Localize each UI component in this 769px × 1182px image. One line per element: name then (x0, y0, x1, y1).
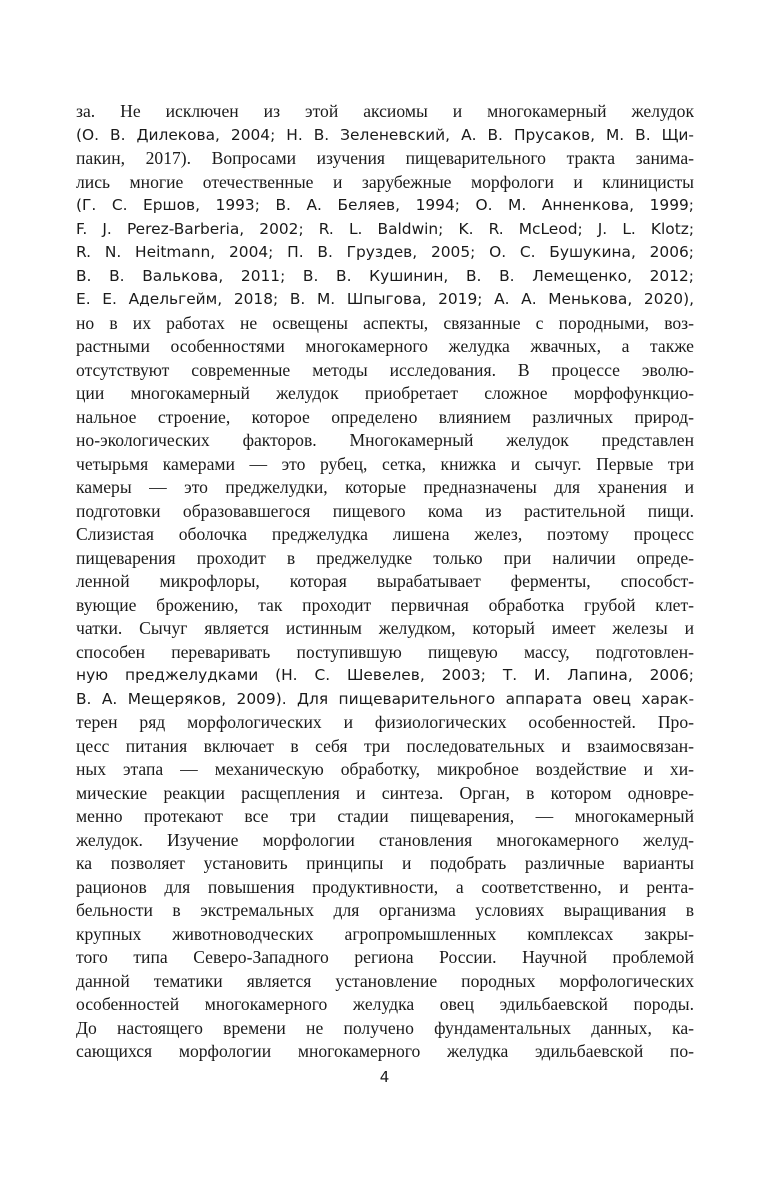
text-line: четырьмя камерами — это рубец, сетка, книжка и сычуг. Первые три (76, 453, 694, 474)
text-line: менно протекают все три стадии пищеварения, — многокамерный (76, 806, 694, 826)
text-line: желудок. Изучение морфологии становления многокамерного желуд- (76, 829, 694, 850)
text-line: ции многокамерный желудок приобретает сложное морфофункцио- (76, 383, 694, 403)
text-line: ка позволяет установить принципы и подобрать различные варианты (76, 853, 694, 873)
body-text (76, 100, 694, 1064)
text-line: чатки. Сычуг является истинным желудком, который имеет железы и (76, 618, 694, 638)
text-line: ную преджелудками (Н. С. Шевелев, 2003; Т. И. Лапина, 2006; (76, 666, 694, 684)
text-line: В. А. Мещеряков, 2009). Для пищеварительного аппарата овец харак- (76, 689, 694, 708)
text-line: (О. В. Дилекова, 2004; Н. В. Зеленевский, А. В. Прусаков, М. В. Щи- (76, 125, 694, 144)
text-line: за. Не исключен из этой аксиомы и многокамерный желудок (76, 101, 694, 121)
text-line: Слизистая оболочка преджелудка лишена желез, поэтому процесс (76, 524, 694, 544)
text-line: мические реакции расщепления и синтеза. Орган, в котором одновре- (76, 782, 694, 803)
text-line: пакин, 2017). Вопросами изучения пищеварительного тракта занима- (76, 148, 694, 168)
text-line: пищеварения проходит в преджелудке только при наличии опреде- (76, 547, 694, 568)
text-line: подготовки образовавшегося пищевого кома из растительной пищи. (76, 500, 694, 521)
text-line: отсутствуют современные методы исследования. В процессе эволю- (76, 359, 694, 380)
text-line: лись многие отечественные и зарубежные морфологи и клиницисты (76, 171, 694, 192)
text-line: В. В. Валькова, 2011; В. В. Кушинин, В. В. Лемещенко, 2012; (76, 266, 694, 285)
text-line: бельности в экстремальных для организма условиях выращивания в (76, 900, 694, 920)
text-line: растными особенностями многокамерного желудка жвачных, а также (76, 336, 694, 356)
page-number: 4 (379, 1068, 390, 1086)
text-line: того типа Северо-Западного региона России. Научной проблемой (76, 947, 694, 967)
text-line: (Г. С. Ершов, 1993; В. А. Беляев, 1994; О. М. Анненкова, 1999; (76, 196, 694, 214)
text-line: особенностей многокамерного желудка овец эдильбаевской породы. (76, 994, 694, 1014)
text-line: данной тематики является установление породных морфологических (76, 970, 694, 991)
text-line: но-экологических факторов. Многокамерный желудок представлен (76, 430, 694, 450)
text-line: цесс питания включает в себя три последовательных и взаимосвязан- (76, 735, 694, 756)
text-line: вующие брожению, так проходит первичная обработка грубой клет- (76, 594, 694, 615)
text-line: R. N. Heitmann, 2004; П. В. Груздев, 2005; О. С. Бушукина, 2006; (76, 243, 694, 261)
text-line: ленной микрофлоры, которая вырабатывает ферменты, способст- (76, 571, 694, 591)
text-line: но в их работах не освещены аспекты, связанные с породными, воз- (76, 312, 694, 333)
text-line: Е. Е. Адельгейм, 2018; В. М. Шпыгова, 2019; А. А. Менькова, 2020), (76, 290, 694, 308)
text-line: До настоящего времени не получено фундаментальных данных, ка- (76, 1017, 694, 1038)
text-line: F. J. Perez-Barberia, 2002; R. L. Baldwin; K. R. McLeod; J. L. Klotz; (76, 219, 694, 238)
text-line: нальное строение, которое определено влиянием различных природ- (76, 406, 694, 427)
text-line: рационов для повышения продуктивности, а соответственно, и рента- (76, 876, 694, 897)
text-line: ных этапа — механическую обработку, микробное воздействие и хи- (76, 759, 694, 779)
text-line: крупных животноводческих агропромышленных комплексах закры- (76, 923, 694, 944)
text-line: терен ряд морфологических и физиологических особенностей. Про- (76, 712, 694, 732)
text-line: способен переваривать поступившую пищевую массу, подготовлен- (76, 641, 694, 662)
text-line: сающихся морфологии многокамерного желудка эдильбаевской по- (76, 1041, 694, 1061)
text-line: камеры — это преджелудки, которые предназначены для хранения и (76, 477, 694, 497)
